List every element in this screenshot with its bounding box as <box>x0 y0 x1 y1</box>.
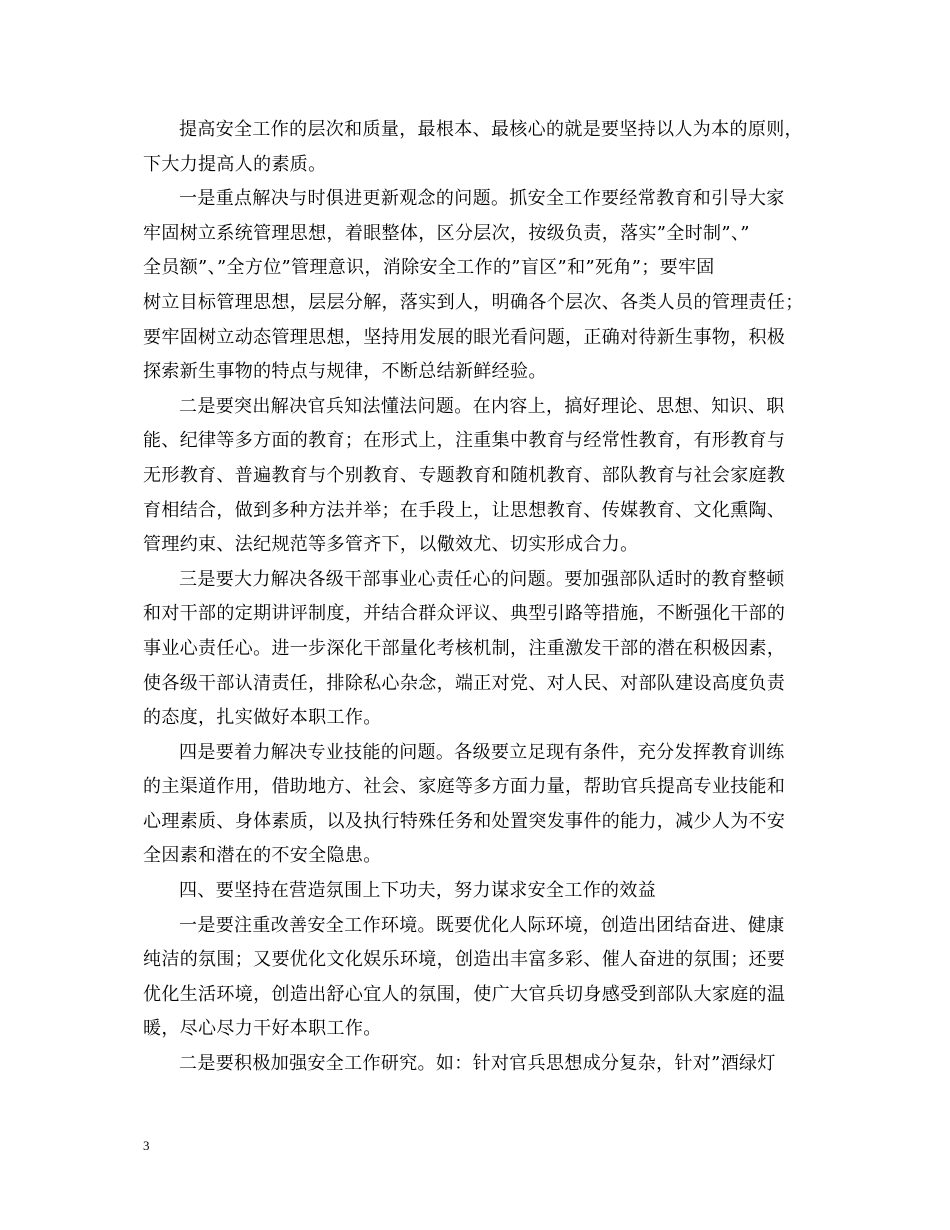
text-line: 牢固树立系统管理思想，着眼整体，区分层次，按级负责，落实”全时制”、” <box>143 222 750 244</box>
text-line: 纯洁的氛围；又要优化文化娱乐环境，创造出丰富多彩、催人奋进的氛围；还要 <box>143 949 786 971</box>
text-line: 使各级干部认清责任，排除私心杂念，端正对党、对人民、对部队建设高度负责 <box>143 672 786 694</box>
text-line: 四、要坚持在营造氛围上下功夫，努力谋求安全工作的效益 <box>179 880 657 902</box>
text-line: 无形教育、普遍教育与个别教育、专题教育和随机教育、部队教育与社会家庭教 <box>143 464 786 486</box>
text-line: 四是要着力解决专业技能的问题。各级要立足现有条件，充分发挥教育训练 <box>179 741 785 763</box>
text-line: 的主渠道作用，借助地方、社会、家庭等多方面力量，帮助官兵提高专业技能和 <box>143 776 786 798</box>
text-line: 二是要突出解决官兵知法懂法问题。在内容上，搞好理论、思想、知识、职 <box>179 395 785 417</box>
text-line: 事业心责任心。进一步深化干部量化考核机制，注重激发干部的潜在积极因素， <box>143 637 786 659</box>
text-line: 和对干部的定期讲评制度，并结合群众评议、典型引路等措施，不断强化干部的 <box>143 603 786 625</box>
text-line: 暖，尽心尽力干好本职工作。 <box>143 1018 382 1040</box>
text-line: 优化生活环境，创造出舒心宜人的氛围，使广大官兵切身感受到部队大家庭的温 <box>143 983 786 1005</box>
text-line: 能、纪律等多方面的教育；在形式上，注重集中教育与经常性教育，有形教育与 <box>143 430 786 452</box>
text-line: 要牢固树立动态管理思想，坚持用发展的眼光看问题，正确对待新生事物，积极 <box>143 326 786 348</box>
text-line: 全因素和潜在的不安全隐患。 <box>143 845 382 867</box>
text-line: 树立目标管理思想，层层分解，落实到人，明确各个层次、各类人员的管理责任； <box>143 291 804 313</box>
text-line: 下大力提高人的素质。 <box>143 153 327 175</box>
text-line: 三是要大力解决各级干部事业心责任心的问题。要加强部队适时的教育整顿 <box>179 568 785 590</box>
page-number: 3 <box>143 1138 150 1153</box>
document-body <box>143 113 823 1082</box>
text-line: 一是要注重改善安全工作环境。既要优化人际环境，创造出团结奋进、健康 <box>179 914 785 936</box>
text-line: 一是重点解决与时俱进更新观念的问题。抓安全工作要经常教育和引导大家 <box>179 188 785 210</box>
text-line: 的态度，扎实做好本职工作。 <box>143 707 382 729</box>
text-line: 管理约束、法纪规范等多管齐下，以儆效尤、切实形成合力。 <box>143 534 639 556</box>
text-line: 心理素质、身体素质，以及执行特殊任务和处置突发事件的能力，减少人为不安 <box>143 810 786 832</box>
text-line: 育相结合，做到多种方法并举；在手段上，让思想教育、传媒教育、文化熏陶、 <box>143 499 786 521</box>
text-line: 二是要积极加强安全工作研究。如：针对官兵思想成分复杂，针对”酒绿灯 <box>179 1053 776 1075</box>
text-line: 全员额”、”全方位”管理意识，消除安全工作的”盲区”和”死角”；要牢固 <box>143 257 715 279</box>
text-line: 提高安全工作的层次和质量，最根本、最核心的就是要坚持以人为本的原则， <box>179 119 803 140</box>
text-line: 探索新生事物的特点与规律，不断总结新鲜经验。 <box>143 361 547 383</box>
